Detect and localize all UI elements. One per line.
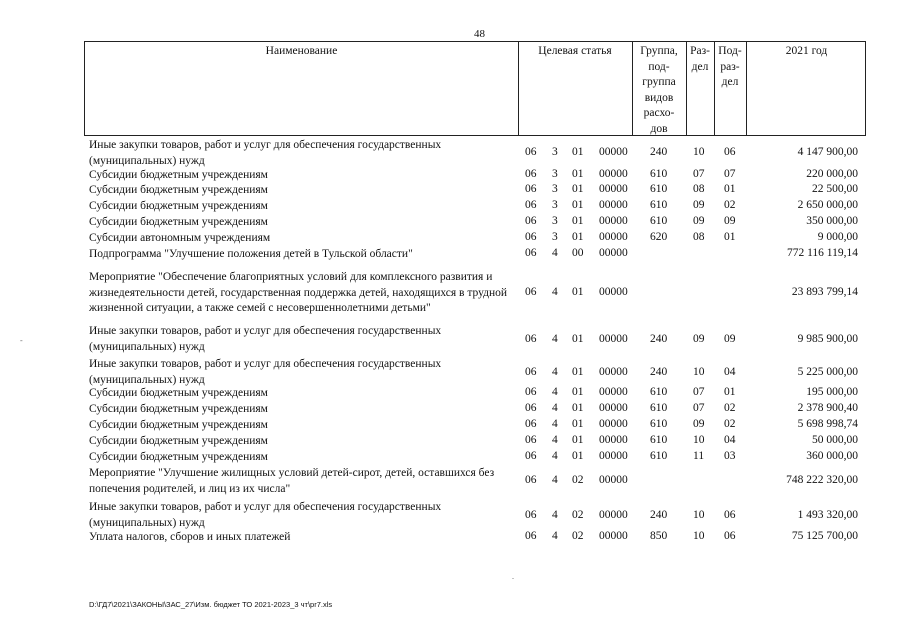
code-event: 01 xyxy=(572,215,584,227)
code-program: 3 xyxy=(552,168,558,180)
expense-group: 850 xyxy=(650,530,668,542)
header-group: Группа, под- группа видов расхо- дов xyxy=(640,45,678,135)
code-event: 01 xyxy=(572,450,584,462)
code-program: 4 xyxy=(552,247,558,259)
code-event: 01 xyxy=(572,333,584,345)
scan-speck: - xyxy=(20,336,23,345)
expense-group: 610 xyxy=(650,450,668,462)
row-name: Иные закупки товаров, работ и услуг для обеспечения государственных (муниципальных) нужд xyxy=(89,325,442,353)
section-code: 08 xyxy=(693,183,705,195)
code-direction: 00000 xyxy=(599,333,628,345)
code-direction: 00000 xyxy=(599,168,628,180)
code-section: 06 xyxy=(525,434,537,446)
code-direction: 00000 xyxy=(599,434,628,446)
code-event: 01 xyxy=(572,231,584,243)
amount-2021: 1 493 320,00 xyxy=(797,509,858,521)
code-event: 02 xyxy=(572,530,584,542)
amount-2021: 50 000,00 xyxy=(812,434,858,446)
section-code: 09 xyxy=(693,333,705,345)
code-direction: 00000 xyxy=(599,402,628,414)
subsection-code: 06 xyxy=(724,509,736,521)
row-name: Субсидии бюджетным учреждениям xyxy=(89,387,268,399)
scan-speck: . xyxy=(512,572,514,581)
section-code: 08 xyxy=(693,231,705,243)
code-section: 06 xyxy=(525,450,537,462)
section-code: 10 xyxy=(693,509,705,521)
header-section: Раз- дел xyxy=(690,45,710,73)
section-code: 07 xyxy=(693,402,705,414)
code-direction: 00000 xyxy=(599,450,628,462)
expense-group: 240 xyxy=(650,509,668,521)
code-event: 00 xyxy=(572,247,584,259)
expense-group: 240 xyxy=(650,333,668,345)
code-section: 06 xyxy=(525,183,537,195)
row-name: Субсидии бюджетным учреждениям xyxy=(89,169,268,181)
table-row xyxy=(0,138,905,171)
file-path-footer: D:\ГД7\2021\ЗАКОНЫ\ЗАС_27\Изм. бюджет ТО 2021-2023_3 чт\pr7.xls xyxy=(89,600,333,609)
code-section: 06 xyxy=(525,509,537,521)
subsection-code: 02 xyxy=(724,418,736,430)
expense-group: 620 xyxy=(650,231,668,243)
expense-group: 610 xyxy=(650,434,668,446)
amount-2021: 9 985 900,00 xyxy=(797,333,858,345)
code-event: 01 xyxy=(572,146,584,158)
code-section: 06 xyxy=(525,215,537,227)
code-direction: 00000 xyxy=(599,386,628,398)
expense-group: 240 xyxy=(650,146,668,158)
code-direction: 00000 xyxy=(599,286,628,298)
code-event: 01 xyxy=(572,183,584,195)
code-section: 06 xyxy=(525,366,537,378)
amount-2021: 9 000,00 xyxy=(817,231,858,243)
expense-group: 610 xyxy=(650,386,668,398)
code-program: 3 xyxy=(552,183,558,195)
subsection-code: 01 xyxy=(724,231,736,243)
expense-group: 610 xyxy=(650,183,668,195)
code-program: 4 xyxy=(552,418,558,430)
row-name: Субсидии бюджетным учреждениям xyxy=(89,200,268,212)
subsection-code: 04 xyxy=(724,434,736,446)
code-event: 01 xyxy=(572,168,584,180)
code-event: 01 xyxy=(572,434,584,446)
code-program: 4 xyxy=(552,386,558,398)
table-row xyxy=(0,231,905,248)
code-section: 06 xyxy=(525,402,537,414)
code-direction: 00000 xyxy=(599,146,628,158)
table-row xyxy=(0,500,905,533)
table-row xyxy=(0,215,905,232)
row-name: Уплата налогов, сборов и иных платежей xyxy=(89,531,291,543)
subsection-code: 01 xyxy=(724,183,736,195)
table-row xyxy=(0,386,905,403)
subsection-code: 07 xyxy=(724,168,736,180)
amount-2021: 22 500,00 xyxy=(812,183,858,195)
code-program: 4 xyxy=(552,474,558,486)
code-section: 06 xyxy=(525,386,537,398)
table-row xyxy=(0,247,905,264)
section-code: 07 xyxy=(693,386,705,398)
code-direction: 00000 xyxy=(599,215,628,227)
section-code: 07 xyxy=(693,168,705,180)
code-section: 06 xyxy=(525,146,537,158)
code-program: 4 xyxy=(552,402,558,414)
code-program: 4 xyxy=(552,434,558,446)
code-direction: 00000 xyxy=(599,247,628,259)
code-event: 02 xyxy=(572,509,584,521)
code-event: 01 xyxy=(572,386,584,398)
table-row xyxy=(0,466,905,499)
code-direction: 00000 xyxy=(599,418,628,430)
table-row xyxy=(0,450,905,467)
subsection-code: 01 xyxy=(724,386,736,398)
code-section: 06 xyxy=(525,168,537,180)
row-name: Иные закупки товаров, работ и услуг для обеспечения государственных (муниципальных) нужд xyxy=(89,139,442,167)
row-name: Мероприятие "Улучшение жилищных условий детей-сирот, детей, оставшихся без попечения родителей, и лиц из их числа" xyxy=(89,467,495,495)
section-code: 10 xyxy=(693,530,705,542)
expense-group: 610 xyxy=(650,168,668,180)
code-section: 06 xyxy=(525,199,537,211)
code-event: 01 xyxy=(572,366,584,378)
amount-2021: 220 000,00 xyxy=(806,168,858,180)
amount-2021: 360 000,00 xyxy=(806,450,858,462)
code-program: 3 xyxy=(552,146,558,158)
code-program: 3 xyxy=(552,199,558,211)
amount-2021: 23 893 799,14 xyxy=(791,286,858,298)
section-code: 10 xyxy=(693,366,705,378)
code-event: 01 xyxy=(572,286,584,298)
code-direction: 00000 xyxy=(599,474,628,486)
amount-2021: 772 116 119,14 xyxy=(786,247,858,259)
amount-2021: 5 698 998,74 xyxy=(797,418,858,430)
row-name: Субсидии бюджетным учреждениям xyxy=(89,216,268,228)
code-program: 4 xyxy=(552,286,558,298)
table-row xyxy=(0,418,905,435)
amount-2021: 350 000,00 xyxy=(806,215,858,227)
subsection-code: 06 xyxy=(724,146,736,158)
code-event: 01 xyxy=(572,418,584,430)
table-header xyxy=(84,41,866,136)
code-program: 4 xyxy=(552,450,558,462)
code-section: 06 xyxy=(525,474,537,486)
subsection-code: 09 xyxy=(724,333,736,345)
table-row xyxy=(0,434,905,451)
row-name: Мероприятие "Обеспечение благоприятных условий для комплексного развития и жизнедеятельности детей, государственная поддержка детей, находящихся в трудной жизненной ситуации, а также семей с несовершеннолетними детьми" xyxy=(89,271,508,314)
code-section: 06 xyxy=(525,530,537,542)
code-direction: 00000 xyxy=(599,231,628,243)
header-subsection: Под- раз- дел xyxy=(718,45,742,88)
code-event: 01 xyxy=(572,402,584,414)
amount-2021: 748 222 320,00 xyxy=(786,474,858,486)
code-program: 4 xyxy=(552,366,558,378)
code-direction: 00000 xyxy=(599,199,628,211)
row-name: Субсидии бюджетным учреждениям xyxy=(89,403,268,415)
section-code: 09 xyxy=(693,215,705,227)
subsection-code: 09 xyxy=(724,215,736,227)
section-code: 10 xyxy=(693,434,705,446)
table-row xyxy=(0,402,905,419)
row-name: Иные закупки товаров, работ и услуг для обеспечения государственных (муниципальных) нужд xyxy=(89,358,442,386)
amount-2021: 4 147 900,00 xyxy=(797,146,858,158)
expense-group: 610 xyxy=(650,215,668,227)
amount-2021: 5 225 000,00 xyxy=(797,366,858,378)
code-section: 06 xyxy=(525,418,537,430)
code-direction: 00000 xyxy=(599,183,628,195)
code-program: 4 xyxy=(552,333,558,345)
amount-2021: 2 378 900,40 xyxy=(797,402,858,414)
code-event: 01 xyxy=(572,199,584,211)
code-section: 06 xyxy=(525,286,537,298)
row-name: Субсидии бюджетным учреждениям xyxy=(89,419,268,431)
table-row xyxy=(0,270,905,318)
code-program: 4 xyxy=(552,509,558,521)
expense-group: 240 xyxy=(650,366,668,378)
subsection-code: 02 xyxy=(724,402,736,414)
code-section: 06 xyxy=(525,231,537,243)
row-name: Подпрограмма "Улучшение положения детей в Тульской области" xyxy=(89,248,413,260)
subsection-code: 06 xyxy=(724,530,736,542)
expense-group: 610 xyxy=(650,402,668,414)
code-direction: 00000 xyxy=(599,530,628,542)
amount-2021: 75 125 700,00 xyxy=(791,530,858,542)
table-row xyxy=(0,530,905,547)
amount-2021: 2 650 000,00 xyxy=(797,199,858,211)
table-row xyxy=(0,324,905,357)
header-year: 2021 год xyxy=(785,45,828,57)
subsection-code: 02 xyxy=(724,199,736,211)
page-number: 48 xyxy=(474,28,485,40)
code-event: 02 xyxy=(572,474,584,486)
row-name: Субсидии автономным учреждениям xyxy=(89,232,271,244)
section-code: 09 xyxy=(693,199,705,211)
section-code: 09 xyxy=(693,418,705,430)
expense-group: 610 xyxy=(650,418,668,430)
amount-2021: 195 000,00 xyxy=(806,386,858,398)
code-section: 06 xyxy=(525,333,537,345)
code-program: 3 xyxy=(552,215,558,227)
expense-group: 610 xyxy=(650,199,668,211)
header-name: Наименование xyxy=(265,45,338,57)
code-section: 06 xyxy=(525,247,537,259)
code-direction: 00000 xyxy=(599,366,628,378)
subsection-code: 04 xyxy=(724,366,736,378)
row-name: Субсидии бюджетным учреждениям xyxy=(89,184,268,196)
section-code: 11 xyxy=(693,450,705,462)
code-program: 4 xyxy=(552,530,558,542)
code-direction: 00000 xyxy=(599,509,628,521)
row-name: Субсидии бюджетным учреждениям xyxy=(89,435,268,447)
code-program: 3 xyxy=(552,231,558,243)
header-target-article: Целевая статья xyxy=(538,45,612,57)
section-code: 10 xyxy=(693,146,705,158)
table-row xyxy=(0,183,905,200)
row-name: Иные закупки товаров, работ и услуг для обеспечения государственных (муниципальных) нужд xyxy=(89,501,442,529)
subsection-code: 03 xyxy=(724,450,736,462)
row-name: Субсидии бюджетным учреждениям xyxy=(89,451,268,463)
table-row xyxy=(0,199,905,216)
